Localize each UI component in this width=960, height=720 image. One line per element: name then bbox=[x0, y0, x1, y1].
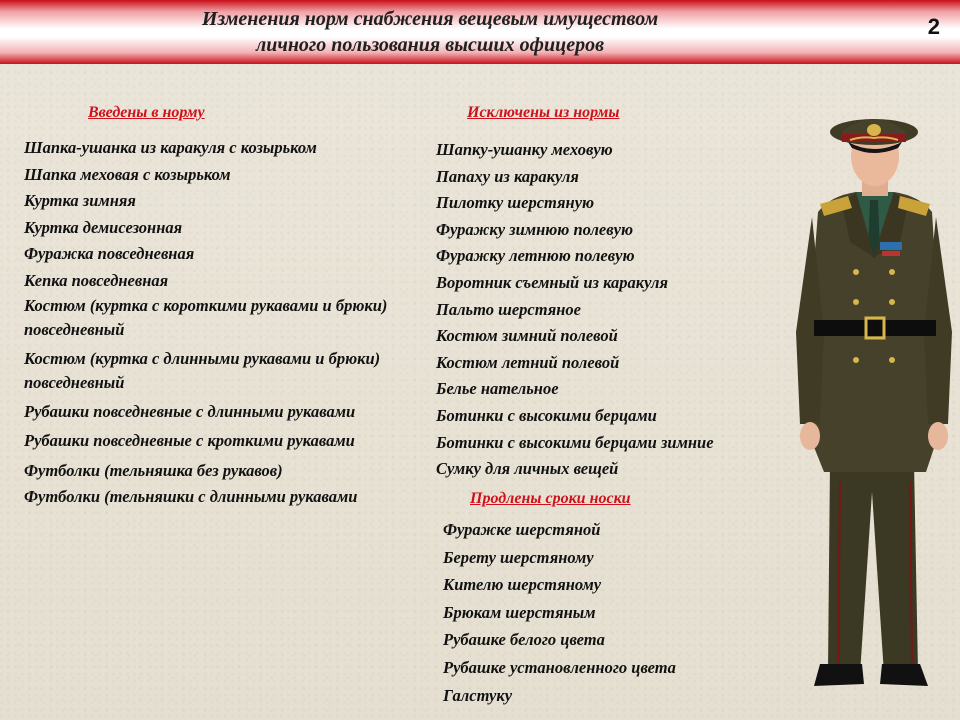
list-item: Футболки (тельняшка без рукавов) bbox=[24, 461, 283, 480]
list-item: Костюм (куртка с короткими рукавами и брюки) повседневный bbox=[24, 296, 388, 339]
list-item: Куртка зимняя bbox=[24, 191, 136, 210]
list-item: Рубашки повседневные с длинными рукавами bbox=[24, 402, 356, 421]
list-item: Берету шерстяному bbox=[443, 547, 594, 567]
list-item: Рубашке установленного цвета bbox=[443, 657, 676, 677]
extended-list bbox=[443, 516, 783, 709]
heading-excluded: Исключены из нормы bbox=[467, 104, 620, 121]
list-item: Пальто шерстяное bbox=[436, 299, 581, 319]
list-item: Фуражку летнюю полевую bbox=[436, 246, 635, 266]
excluded-list bbox=[436, 137, 816, 483]
title-banner bbox=[0, 0, 960, 64]
page-title bbox=[150, 6, 710, 58]
list-item: Пилотку шерстяную bbox=[436, 193, 595, 213]
list-item: Белье нательное bbox=[436, 379, 559, 399]
list-item: Костюм зимний полевой bbox=[436, 326, 618, 346]
heading-introduced: Введены в норму bbox=[88, 104, 205, 121]
title-line-2: личного пользования высших офицеров bbox=[255, 34, 605, 56]
list-item: Воротник съемный из каракуля bbox=[436, 272, 668, 292]
list-item: Папаху из каракуля bbox=[436, 166, 579, 186]
list-item: Фуражке шерстяной bbox=[443, 520, 601, 539]
list-item: Кителю шерстяному bbox=[443, 575, 602, 595]
list-item: Галстуку bbox=[443, 685, 513, 705]
list-item: Шапку-ушанку меховую bbox=[436, 140, 613, 159]
list-item: Брюкам шерстяным bbox=[443, 602, 596, 622]
slide-number: 2 bbox=[927, 14, 940, 39]
heading-extended: Продлены сроки носки bbox=[470, 490, 631, 507]
list-item: Куртка демисезонная bbox=[24, 217, 183, 237]
list-item: Шапка меховая с козырьком bbox=[24, 164, 231, 184]
list-item: Фуражка повседневная bbox=[24, 244, 195, 263]
introduced-list bbox=[24, 135, 414, 514]
list-item: Костюм (куртка с длинными рукавами и брюки) повседневный bbox=[24, 349, 381, 392]
list-item: Ботинки с высокими берцами зимние bbox=[436, 432, 714, 452]
list-item: Ботинки с высокими берцами bbox=[436, 405, 657, 425]
list-item: Сумку для личных вещей bbox=[436, 459, 619, 479]
title-line-1: Изменения норм снабжения вещевым имуществом bbox=[201, 8, 659, 30]
list-item: Кепка повседневная bbox=[24, 270, 169, 290]
list-item: Фуражку зимнюю полевую bbox=[436, 219, 633, 239]
list-item: Рубашке белого цвета bbox=[443, 630, 605, 650]
list-item: Футболки (тельняшки с длинными рукавами bbox=[24, 486, 358, 506]
list-item: Шапка-ушанка из каракуля с козырьком bbox=[24, 138, 317, 157]
list-item: Рубашки повседневные с кроткими рукавами bbox=[24, 431, 355, 450]
officer-uniform-illustration bbox=[790, 92, 960, 702]
list-item: Костюм летний полевой bbox=[436, 352, 620, 372]
